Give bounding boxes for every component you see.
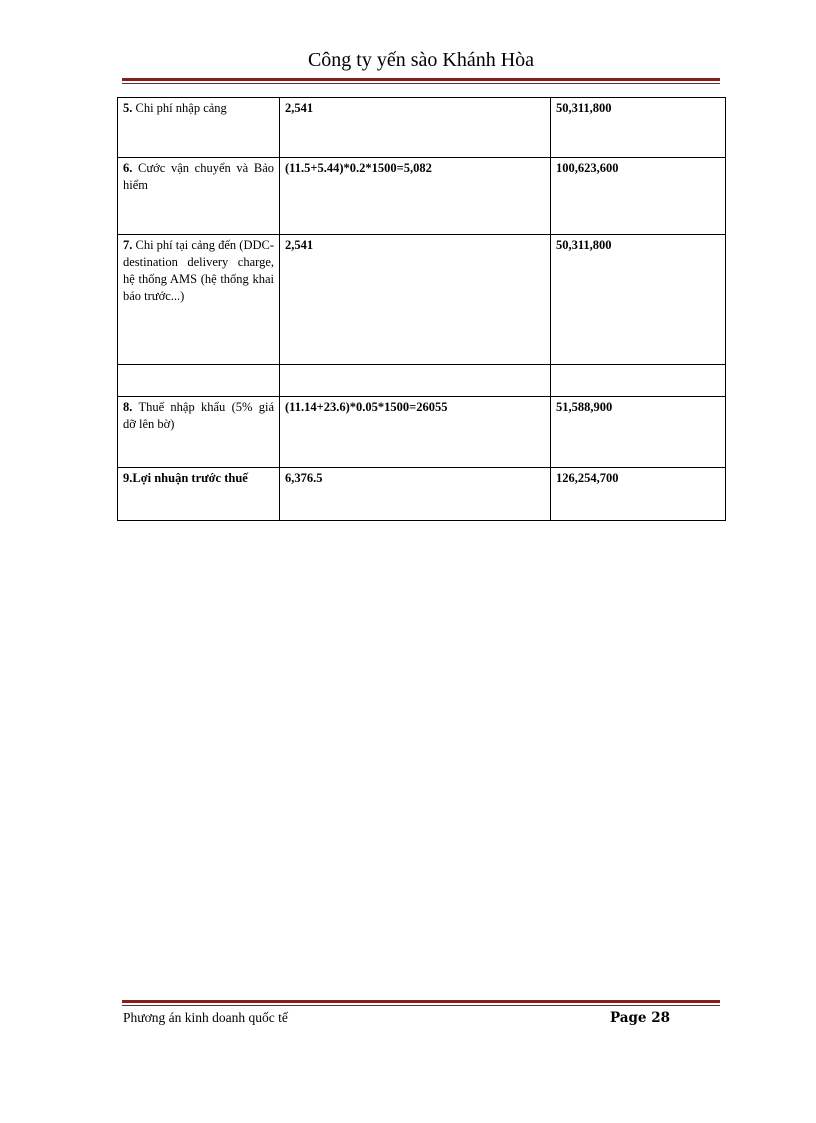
row-label: Lợi nhuận trước thuế xyxy=(132,471,248,485)
page-number: Page 28 xyxy=(609,1010,670,1026)
table-cell-value xyxy=(280,365,551,397)
table-cell-value: (11.14+23.6)*0.05*1500=26055 xyxy=(280,397,551,468)
footer-document-title: Phương án kinh doanh quốc tế xyxy=(123,1010,288,1025)
cost-table xyxy=(117,97,726,521)
row-label: Cước vận chuyển và Bảo hiểm xyxy=(123,161,274,192)
table-cell-amount: 51,588,900 xyxy=(551,397,726,468)
table-row xyxy=(118,158,726,235)
table-row xyxy=(118,468,726,521)
page-header-title: Công ty yến sào Khánh Hòa xyxy=(307,49,535,71)
row-label: Chi phí nhập cảng xyxy=(132,101,227,115)
table-cell-label xyxy=(118,365,280,397)
table-row xyxy=(118,235,726,365)
table-cell-label xyxy=(118,468,280,521)
table-cell-value: (11.5+5.44)*0.2*1500=5,082 xyxy=(280,158,551,235)
table-cell-value: 2,541 xyxy=(280,98,551,158)
footer-rule xyxy=(122,1000,720,1006)
row-number: 8. xyxy=(123,400,133,414)
row-number: 7. xyxy=(123,238,133,252)
table-cell-label xyxy=(118,235,280,365)
table-cell-value: 6,376.5 xyxy=(280,468,551,521)
row-number: 6. xyxy=(123,161,133,175)
table-cell-amount: 126,254,700 xyxy=(551,468,726,521)
header-rule xyxy=(122,78,720,84)
table-cell-amount xyxy=(551,365,726,397)
row-label: Chi phí tại cảng đến (DDC-destination delivery charge, hệ thống AMS (hệ thống khai báo trước...) xyxy=(123,238,275,303)
table-row-empty xyxy=(118,365,726,397)
table-cell-amount: 50,311,800 xyxy=(551,98,726,158)
table-cell-amount: 100,623,600 xyxy=(551,158,726,235)
row-number: 9. xyxy=(123,471,133,485)
table-cell-label xyxy=(118,158,280,235)
table-row xyxy=(118,98,726,158)
row-label: Thuế nhập khẩu (5% giá dỡ lên bờ) xyxy=(123,400,274,431)
row-number: 5. xyxy=(123,101,133,115)
table-cell-value: 2,541 xyxy=(280,235,551,365)
table-cell-label xyxy=(118,98,280,158)
table-cell-amount: 50,311,800 xyxy=(551,235,726,365)
table-row xyxy=(118,397,726,468)
table-cell-label xyxy=(118,397,280,468)
